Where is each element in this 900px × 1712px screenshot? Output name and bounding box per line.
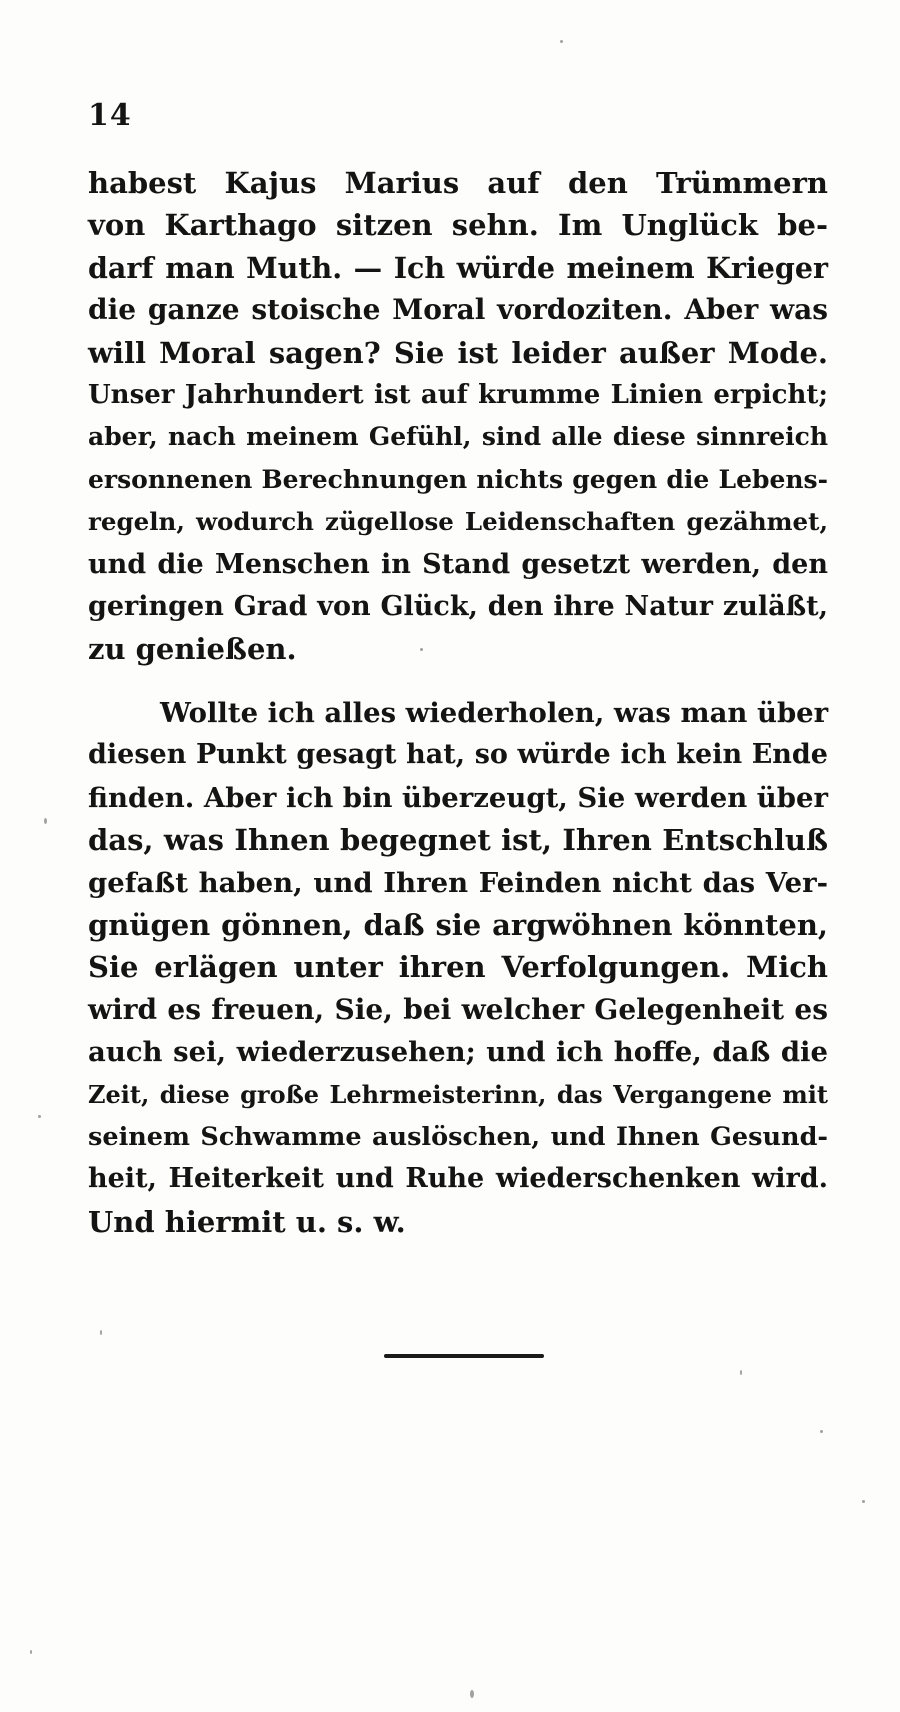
text-line: das, was Ihnen begegnet ist, Ihren Entschluß	[88, 823, 828, 858]
text-line: von Karthago sitzen sehn. Im Unglück be-	[88, 208, 828, 243]
paragraph-1	[88, 162, 828, 671]
text-line: wird es freuen, Sie, bei welcher Gelegenheit es	[88, 992, 828, 1026]
scan-speck	[420, 648, 423, 651]
text-line: geringen Grad von Glück, den ihre Natur zuläßt,	[88, 590, 828, 622]
text-line: seinem Schwamme auslöschen, und Ihnen Gesund-	[88, 1121, 828, 1152]
text-line: und die Menschen in Stand gesetzt werden, den	[88, 548, 828, 580]
text-line: Sie erlägen unter ihren Verfolgungen. Mich	[88, 950, 828, 985]
page-number: 14	[88, 98, 132, 133]
text-line: will Moral sagen? Sie ist leider außer Mode.	[88, 335, 828, 370]
scan-speck	[44, 818, 47, 824]
text-line: aber, nach meinem Gefühl, sind alle diese sinnreich	[88, 422, 828, 452]
end-rule-divider	[384, 1354, 544, 1358]
scan-speck	[560, 40, 563, 43]
text-line: heit, Heiterkeit und Ruhe wiederschenken wird.	[88, 1163, 828, 1195]
scan-speck	[38, 1115, 41, 1118]
text-line: Wollte ich alles wiederholen, was man über	[160, 697, 829, 729]
text-line: zu genießen.	[88, 632, 297, 667]
paragraph-2	[88, 692, 828, 1243]
text-line: die ganze stoische Moral vordoziten. Aber was	[88, 293, 828, 327]
text-line: Zeit, diese große Lehrmeisterinn, das Vergangene mit	[88, 1079, 828, 1109]
scan-speck	[100, 1330, 102, 1335]
text-line: regeln, wodurch zügellose Leidenschaften gezähmet,	[88, 507, 828, 537]
text-line: habest Kajus Marius auf den Trümmern	[88, 166, 828, 200]
scan-speck	[862, 1500, 865, 1503]
scan-speck	[30, 1650, 32, 1654]
scan-speck	[740, 1370, 742, 1375]
text-line: gefaßt haben, und Ihren Feinden nicht das Ver-	[88, 866, 828, 899]
text-line: auch sei, wiederzusehen; und ich hoffe, daß die	[88, 1036, 828, 1069]
text-line: diesen Punkt gesagt hat, so würde ich kein Ende	[88, 739, 828, 771]
scan-speck	[470, 1690, 474, 1698]
text-line: Unser Jahrhundert ist auf krumme Linien erpicht;	[88, 379, 828, 410]
text-line: darf man Muth. — Ich würde meinem Krieger	[88, 250, 828, 285]
text-line: ersonnenen Berechnungen nichts gegen die Lebens-	[88, 464, 828, 494]
scan-speck	[820, 1430, 823, 1433]
text-line: finden. Aber ich bin überzeugt, Sie werden über	[88, 781, 828, 814]
text-line: Und hiermit u. s. w.	[88, 1204, 406, 1239]
text-line: gnügen gönnen, daß sie argwöhnen könnten,	[88, 907, 828, 942]
